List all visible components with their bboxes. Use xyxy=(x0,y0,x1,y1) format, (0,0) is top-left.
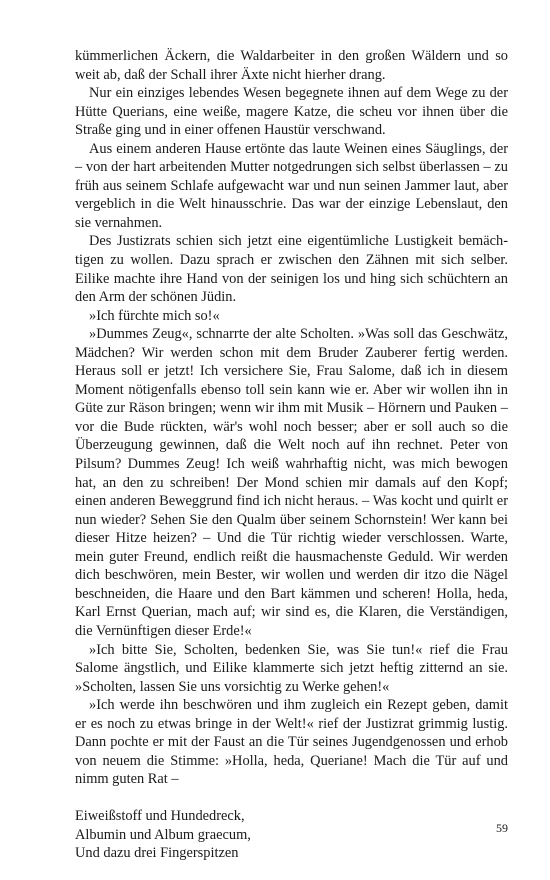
verse-line: Albumin und Album graecum, xyxy=(75,826,251,843)
paragraph: »Ich bitte Sie, Scholten, bedenken Sie, was Sie tun!« rief die Frau Salome ängstlich, und Eilike klammerte sich jetzt heftig zitternd an sie. »Scholten, lassen Sie uns vorsichtig zu Werke gehen!« xyxy=(75,641,508,695)
paragraph: Des Justizrats schien sich jetzt eine eigentümliche Lustigkeit bemächtigen zu wollen. Dazu sprach er zwischen den Zähnen mit sich selber. Eilike machte ihre Hand von der seinigen los und hing sich schüchtern an den Arm der schönen Jüdin. xyxy=(75,233,508,306)
paragraph: »Ich werde ihn beschwören und ihm zugleich ein Rezept geben, damit er es noch zu etwas bringe in der Welt!« rief der Justizrat grimmig lustig. Dann pochte er mit der Faust an die Tür seines Jugendgenossen und erhob von neuem die Stimme: »Holla, heda, Queriane! Mach die Tür auf und nimm guten Rat – xyxy=(75,697,508,788)
paragraph: Aus einem anderen Hause ertönte das laute Weinen eines Säuglings, der – von der hart arbeitenden Mutter notgedrungen sich selbst überlassen – zu früh aus seinem Schlafe aufgewacht war und nun seinen Jammer laut, aber vergeblich in die Welt hinausschrie. Das war der einzige Lebenslaut, den sie vernahmen. xyxy=(75,140,508,231)
paragraph: Nur ein einziges lebendes Wesen begegnete ihnen auf dem Wege zu der Hütte Querians, eine weiße, magere Katze, die scheu vor ihnen über die Straße ging und in einer offenen Haustür verschwand. xyxy=(75,85,508,139)
paragraph: »Dummes Zeug«, schnarrte der alte Scholten. »Was soll das Geschwätz, Mädchen? Wir werden schon mit dem Bruder Zauberer fertig werden. Heraus soll er jetzt! Ich versichere Sie, Frau Salome, daß ich in diesem Moment nötigenfalls ebenso toll sein kann wie er. Aber wir wollen ihn in Güte zur Räson bringen; wenn wir ihm mit Musik – Hörnern und Pauken – vor die Bude rückten, wär's wohl noch besser; aber er soll auch so die Überzeugung gewinnen, daß die Welt noch auf ihn rechnet. Peter von Pilsum? Dummes Zeug! Ich weiß wahrhaftig nicht, was mich bewogen hat, an den zu schreiben! Der Mond schien mir damals auf den Kopf; einen anderen Beweggrund find ich nicht heraus. – Was kocht und quirlt er nun wieder? Sehen Sie den Qualm über seinem Schornstein! Wer kann bei dieser Hitze heizen? – Und die Tür richtig wieder verschlossen. Warte, mein guter Freund, endlich reißt die hausmachenste Geduld. Wir werden dich beschwören, mein Bester, wir wollen und werden dir itzo die Nägel beschneiden, die Haare und den Bart kämmen und scheren! Holla, heda, Karl Ernst Querian, mach auf; wir sind es, die Klaren, die Verständigen, die Vernünftigen dieser Erde!« xyxy=(75,326,508,639)
paragraph: kümmerlichen Äckern, die Waldarbeiter in den großen Wäldern und so weit ab, daß der Schall ihrer Äxte nicht hierher drang. xyxy=(75,48,508,83)
verse-block xyxy=(75,807,508,863)
verse-line: Und dazu drei Fingerspitzen xyxy=(75,845,239,862)
verse-line: Eiweißstoff und Hundedreck, xyxy=(75,808,245,825)
page-number: 59 xyxy=(496,821,508,835)
paragraph: »Ich fürchte mich so!« xyxy=(89,307,220,324)
book-page xyxy=(75,47,508,863)
